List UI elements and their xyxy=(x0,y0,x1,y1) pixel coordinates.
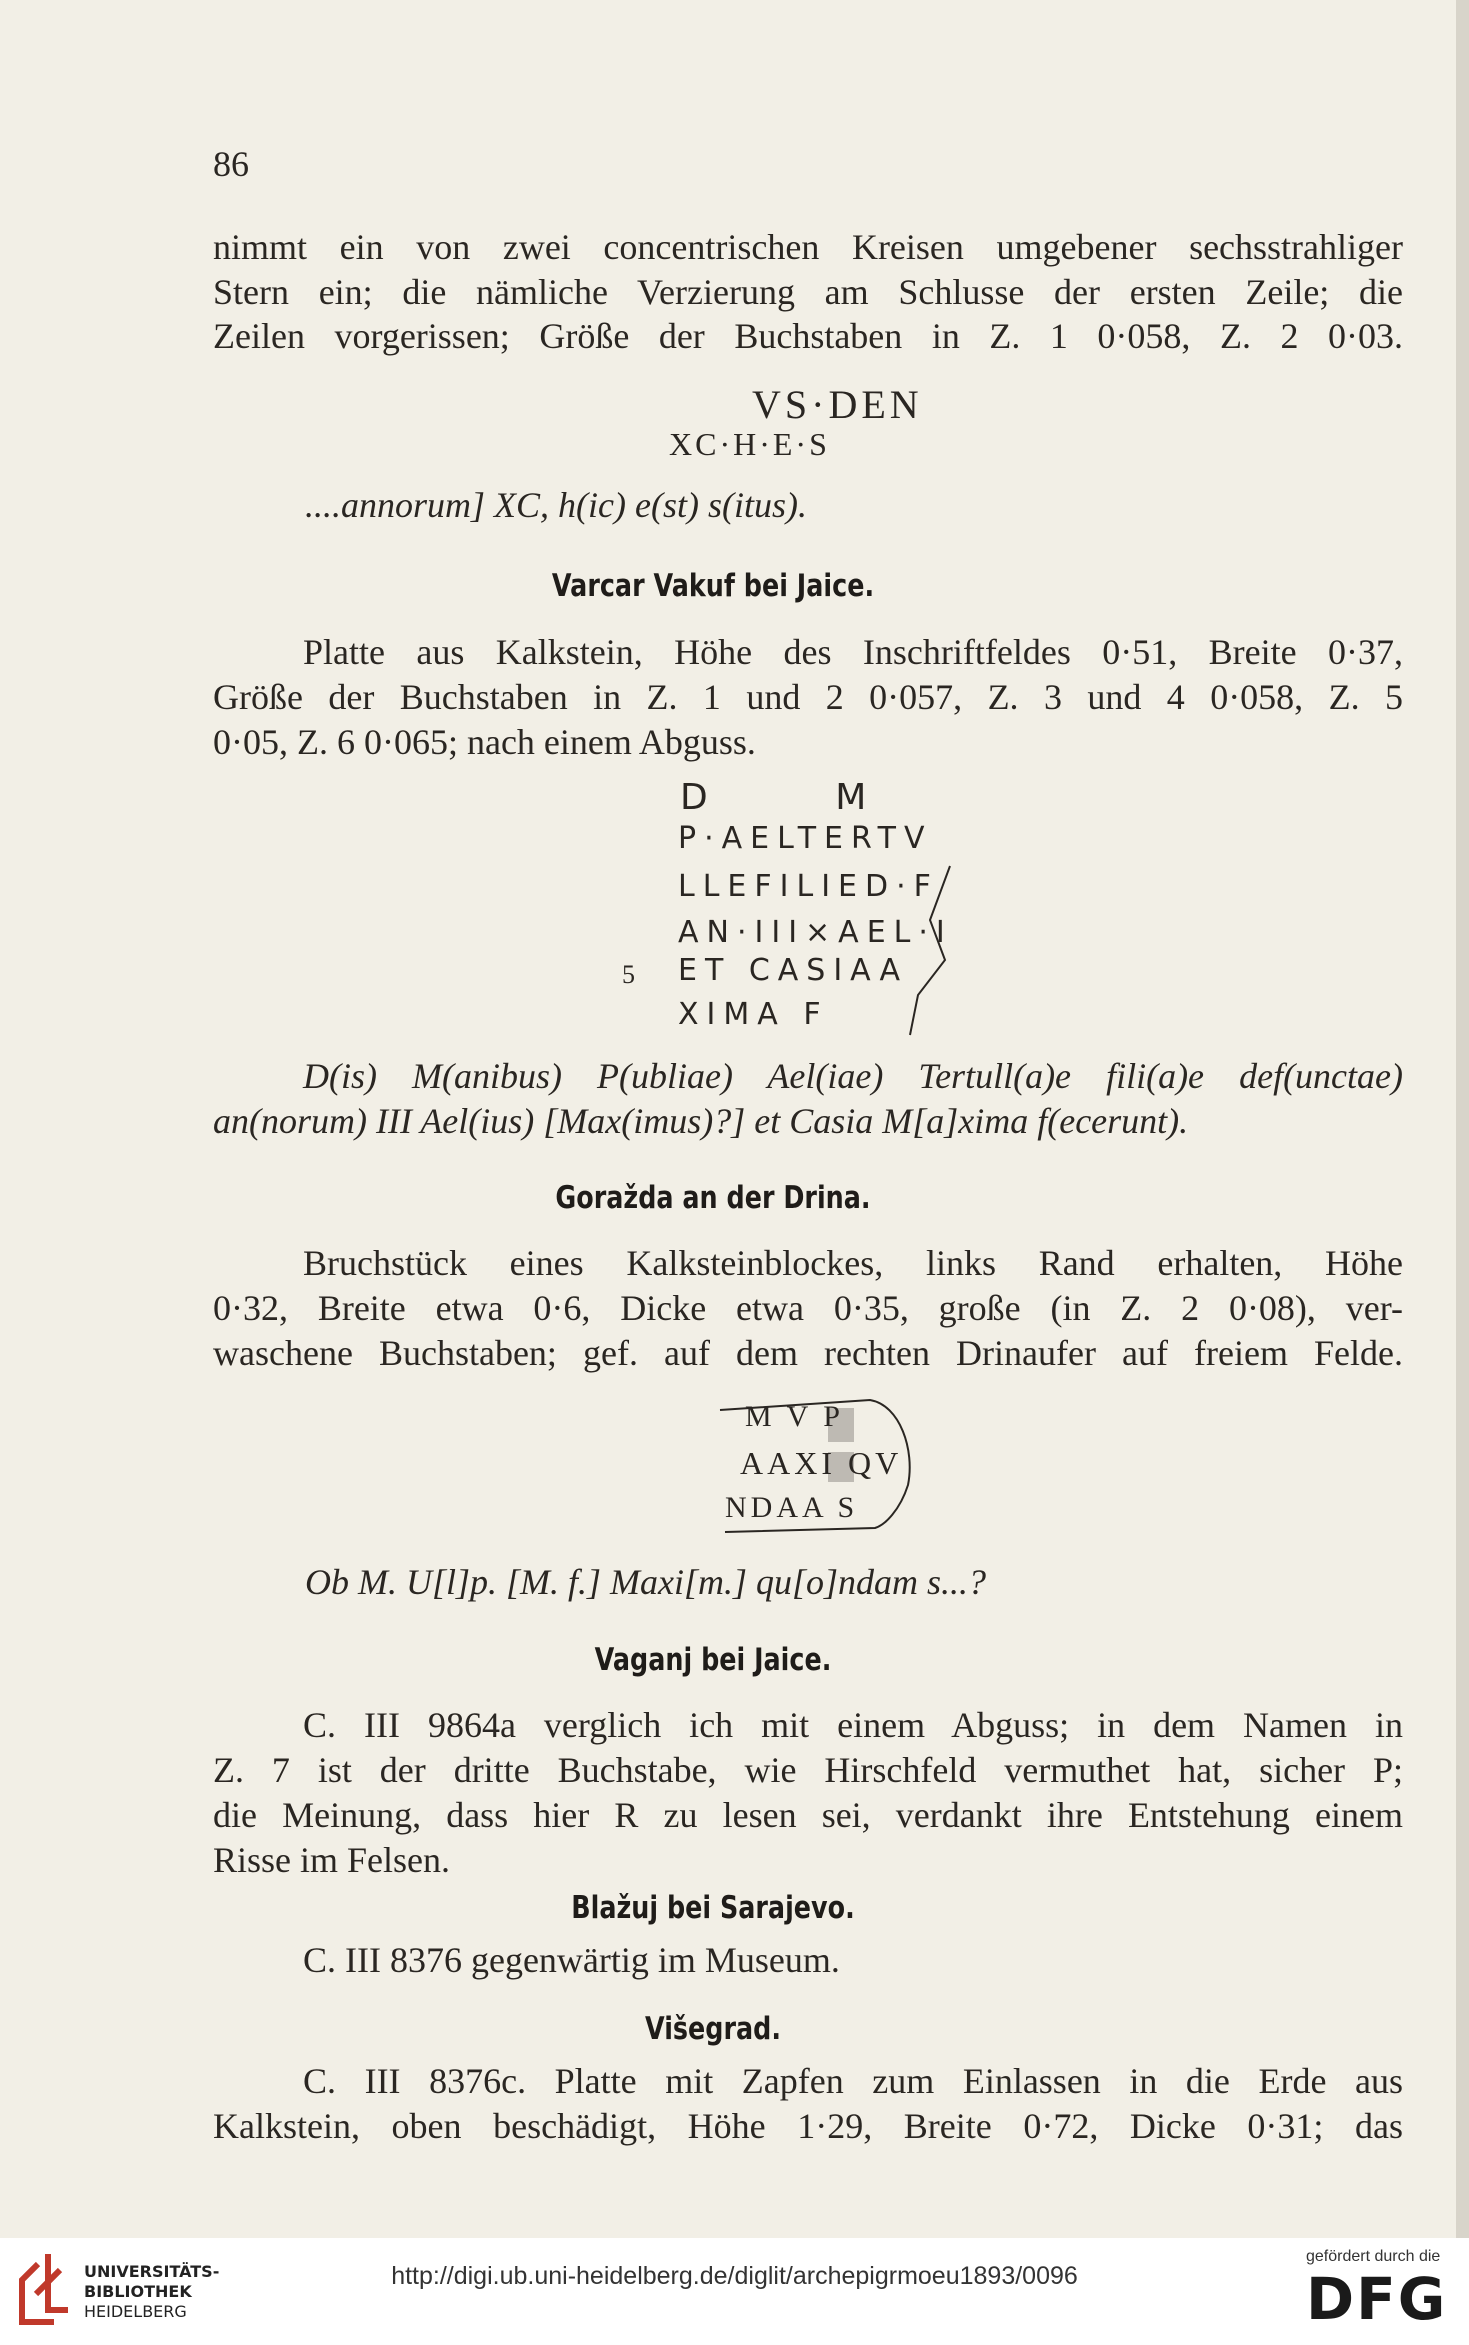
intro-line-2: Stern ein; die nämliche Verzierung am Schlusse der ersten Zeile; die xyxy=(213,272,1403,312)
varcar-inscription-line-4: AN·III×AEL·I xyxy=(678,915,953,950)
section-heading-blazuj: Blažuj bei Sarajevo. xyxy=(571,1890,855,1926)
intro-line-1: nimmt ein von zwei concentrischen Kreisen umgebener sechsstrahliger xyxy=(213,227,1403,267)
varcar-inscription-line-1: D M xyxy=(680,777,871,818)
varcar-inscription-line-5: ET CASIAA xyxy=(678,953,909,988)
section-heading-varcar: Varcar Vakuf bei Jaice. xyxy=(551,568,875,604)
library-name-line-3: HEIDELBERG xyxy=(84,2302,187,2321)
intro-line-3: Zeilen vorgerissen; Größe der Buchstaben in Z. 1 0·058, Z. 2 0·03. xyxy=(213,316,1403,356)
vaganj-line-2: Z. 7 ist der dritte Buchstabe, wie Hirschfeld vermuthet hat, sicher P; xyxy=(213,1750,1403,1790)
visegrad-line-2: Kalkstein, oben beschädigt, Höhe 1·29, Breite 0·72, Dicke 0·31; das xyxy=(213,2106,1403,2146)
section-heading-visegrad: Višegrad. xyxy=(644,2011,782,2047)
blazuj-line-1: C. III 8376 gegenwärtig im Museum. xyxy=(303,1940,840,1980)
sponsor-text: gefördert durch die xyxy=(1306,2248,1441,2265)
varcar-line-2: Größe der Buchstaben in Z. 1 und 2 0·057, Z. 3 und 4 0·058, Z. 5 xyxy=(213,677,1403,717)
varcar-reading-line-1: D(is) M(anibus) P(ubliae) Ael(iae) Tertull(a)e fili(a)e def(unctae) xyxy=(303,1056,1403,1096)
footer-bar xyxy=(0,2238,1469,2345)
vaganj-line-3: die Meinung, dass hier R zu lesen sei, verdankt ihre Entstehung einem xyxy=(213,1795,1403,1835)
visegrad-line-1: C. III 8376c. Platte mit Zapfen zum Einlassen in die Erde aus xyxy=(303,2061,1403,2101)
gorazda-inscription-line-3: NDAA S xyxy=(725,1491,859,1524)
inscription-line-number: 5 xyxy=(622,960,635,989)
varcar-reading-line-2: an(norum) III Ael(ius) [Max(imus)?] et Casia M[a]xima f(ecerunt). xyxy=(213,1101,1189,1141)
vaganj-line-4: Risse im Felsen. xyxy=(213,1840,451,1880)
vaganj-line-1: C. III 9864a verglich ich mit einem Abguss; in dem Namen in xyxy=(303,1705,1403,1745)
varcar-line-1: Platte aus Kalkstein, Höhe des Inschriftfeldes 0·51, Breite 0·37, xyxy=(303,632,1403,672)
inscription-1-reading: ....annorum] XC, h(ic) e(st) s(itus). xyxy=(305,485,807,525)
page-edge xyxy=(1456,0,1469,2238)
library-name-line-1: UNIVERSITÄTS- xyxy=(84,2262,220,2281)
gorazda-line-3: waschene Buchstaben; gef. auf dem rechten Drinaufer auf freiem Felde. xyxy=(213,1333,1403,1373)
gorazda-line-2: 0·32, Breite etwa 0·6, Dicke etwa 0·35, große (in Z. 2 0·08), ver- xyxy=(213,1288,1403,1328)
gorazda-inscription-line-2: AAXI QV xyxy=(740,1445,903,1481)
gorazda-inscription-line-1: M V P xyxy=(745,1400,844,1433)
dfg-logo: DFG xyxy=(1306,2265,1448,2333)
inscription-break-line xyxy=(860,860,960,1040)
varcar-inscription-line-2: P·AELTERTV xyxy=(678,821,933,856)
page-url[interactable]: http://digi.ub.uni-heidelberg.de/diglit/archepigrmoeu1893/0096 xyxy=(391,2262,1078,2290)
gorazda-reading: Ob M. U[l]p. [M. f.] Maxi[m.] qu[o]ndam s...? xyxy=(305,1562,987,1602)
section-heading-vaganj: Vaganj bei Jaice. xyxy=(594,1642,832,1678)
gorazda-line-1: Bruchstück eines Kalksteinblockes, links Rand erhalten, Höhe xyxy=(303,1243,1403,1283)
varcar-line-3: 0·05, Z. 6 0·065; nach einem Abguss. xyxy=(213,722,756,762)
inscription-1-line-1: VS·DEN xyxy=(752,382,923,427)
inscription-1-line-2: XC·H·E·S xyxy=(669,426,830,462)
varcar-inscription-line-3: LLEFILIED·F xyxy=(678,869,939,904)
section-heading-gorazda: Goražda an der Drina. xyxy=(555,1180,871,1216)
varcar-inscription-line-6: XIMA F xyxy=(678,997,829,1032)
page-number: 86 xyxy=(213,144,249,184)
library-name-line-2: BIBLIOTHEK xyxy=(84,2282,192,2301)
